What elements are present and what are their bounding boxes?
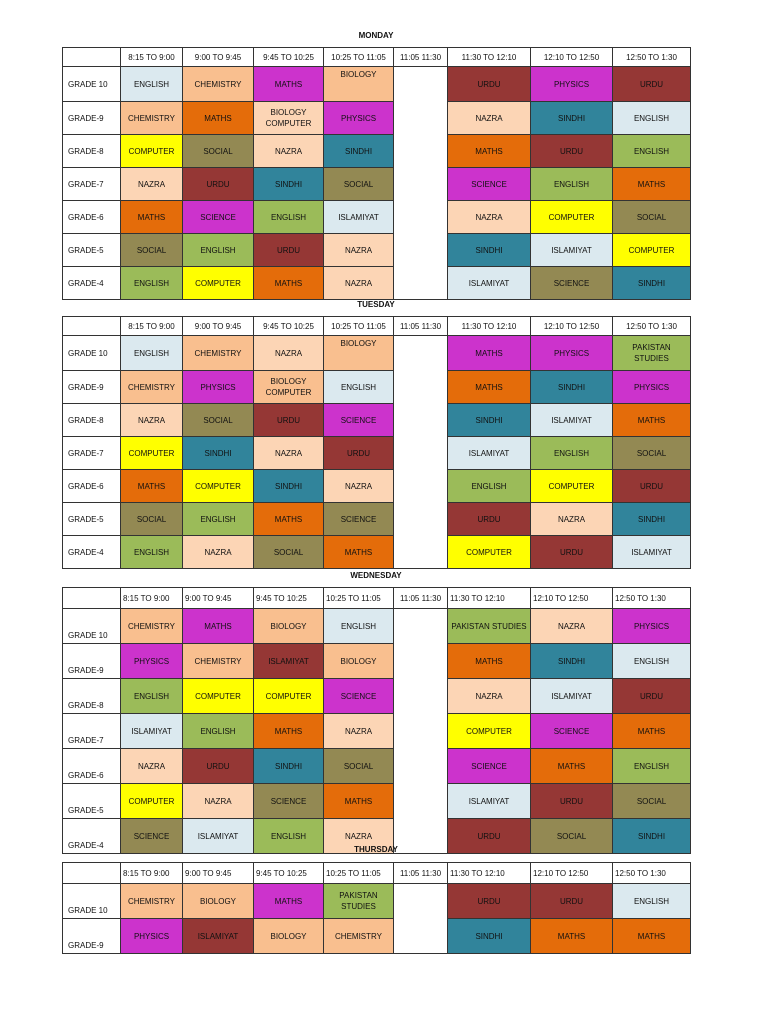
- subject-cell: URDU: [324, 437, 394, 470]
- subject-cell: SCIENCE: [531, 267, 613, 300]
- subject-cell: COMPUTER: [183, 679, 254, 714]
- subject-cell: MATHS: [121, 470, 183, 503]
- subject-cell: NAZRA: [531, 609, 613, 644]
- break-cell: [394, 679, 448, 714]
- subject-cell: MATHS: [448, 135, 531, 168]
- subject-cell: SINDHI: [448, 404, 531, 437]
- subject-cell: MATHS: [613, 714, 691, 749]
- period-header: 12:10 TO 12:50: [531, 48, 613, 67]
- grade-row: [63, 749, 691, 784]
- grade-row: [63, 714, 691, 749]
- subject-cell: SOCIAL: [183, 135, 254, 168]
- break-cell: [394, 609, 448, 644]
- subject-cell: MATHS: [121, 201, 183, 234]
- period-header: 12:10 TO 12:50: [531, 588, 613, 609]
- grade-row: [63, 470, 691, 503]
- subject-cell: SCIENCE: [448, 168, 531, 201]
- grade-label: GRADE-7: [63, 714, 121, 749]
- subject-cell: MATHS: [324, 784, 394, 819]
- subject-cell: BIOLOGY COMPUTER: [254, 102, 324, 135]
- subject-cell: COMPUTER: [448, 714, 531, 749]
- subject-cell: ISLAMIYAT: [448, 437, 531, 470]
- period-header: 9:00 TO 9:45: [183, 863, 254, 884]
- grade-row: [63, 267, 691, 300]
- break-cell: [394, 267, 448, 300]
- subject-cell: NAZRA: [448, 102, 531, 135]
- period-header: 11:30 TO 12:10: [448, 317, 531, 336]
- period-header: 8:15 TO 9:00: [121, 48, 183, 67]
- subject-cell: ENGLISH: [324, 371, 394, 404]
- timetable-thursday: [62, 862, 691, 954]
- grade-row: [63, 336, 691, 371]
- subject-cell: MATHS: [183, 609, 254, 644]
- period-header: 9:00 TO 9:45: [183, 588, 254, 609]
- timetable-tuesday: [62, 316, 691, 569]
- grade-label: GRADE 10: [63, 884, 121, 919]
- subject-cell: URDU: [531, 784, 613, 819]
- break-cell: [394, 919, 448, 954]
- subject-cell: PAKISTAN STUDIES: [613, 336, 691, 371]
- subject-cell: ENGLISH: [613, 135, 691, 168]
- period-header: 12:50 TO 1:30: [613, 863, 691, 884]
- grade-label: GRADE-4: [63, 267, 121, 300]
- subject-cell: BIOLOGY: [324, 644, 394, 679]
- subject-cell: PHYSICS: [613, 371, 691, 404]
- subject-cell: CHEMISTRY: [183, 67, 254, 102]
- subject-cell: SCIENCE: [531, 714, 613, 749]
- day-title-monday: MONDAY: [358, 31, 394, 40]
- subject-cell: ISLAMIYAT: [121, 714, 183, 749]
- grade-row: [63, 536, 691, 569]
- period-header: 10:25 TO 11:05: [324, 588, 394, 609]
- period-header: 9:00 TO 9:45: [183, 317, 254, 336]
- break-cell: [394, 503, 448, 536]
- subject-cell: SOCIAL: [613, 201, 691, 234]
- subject-cell: SOCIAL: [183, 404, 254, 437]
- grade-label: GRADE-6: [63, 201, 121, 234]
- subject-cell: URDU: [183, 168, 254, 201]
- header-row: [63, 317, 691, 336]
- subject-cell: BIOLOGY: [254, 609, 324, 644]
- grade-label: GRADE-4: [63, 819, 121, 854]
- subject-cell: CHEMISTRY: [121, 102, 183, 135]
- break-header: 11:05 11:30: [394, 588, 448, 609]
- subject-cell: SOCIAL: [121, 234, 183, 267]
- subject-cell: NAZRA: [448, 201, 531, 234]
- break-cell: [394, 67, 448, 102]
- period-header: 10:25 TO 11:05: [324, 317, 394, 336]
- grade-label: GRADE 10: [63, 336, 121, 371]
- subject-cell: ENGLISH: [121, 336, 183, 371]
- subject-cell: COMPUTER: [183, 470, 254, 503]
- period-header: 11:30 TO 12:10: [448, 863, 531, 884]
- grade-row: [63, 784, 691, 819]
- subject-cell: COMPUTER: [183, 267, 254, 300]
- subject-cell: URDU: [531, 135, 613, 168]
- subject-cell: MATHS: [254, 714, 324, 749]
- grade-row: [63, 168, 691, 201]
- grade-label: GRADE-6: [63, 749, 121, 784]
- subject-cell: URDU: [254, 234, 324, 267]
- grade-row: [63, 919, 691, 954]
- subject-cell: SINDHI: [531, 102, 613, 135]
- subject-cell: SINDHI: [448, 234, 531, 267]
- subject-cell: MATHS: [254, 503, 324, 536]
- subject-cell: BIOLOGY: [324, 336, 394, 371]
- grade-label: GRADE-9: [63, 371, 121, 404]
- subject-cell: URDU: [613, 679, 691, 714]
- subject-cell: MATHS: [448, 644, 531, 679]
- subject-cell: SINDHI: [324, 135, 394, 168]
- subject-cell: NAZRA: [324, 470, 394, 503]
- subject-cell: NAZRA: [121, 168, 183, 201]
- grade-label: GRADE-5: [63, 784, 121, 819]
- subject-cell: MATHS: [183, 102, 254, 135]
- subject-cell: ISLAMIYAT: [448, 784, 531, 819]
- subject-cell: MATHS: [531, 749, 613, 784]
- break-cell: [394, 336, 448, 371]
- subject-cell: ENGLISH: [121, 67, 183, 102]
- subject-cell: BIOLOGY: [254, 919, 324, 954]
- grade-row: [63, 67, 691, 102]
- subject-cell: SINDHI: [254, 470, 324, 503]
- subject-cell: MATHS: [254, 67, 324, 102]
- grade-row: [63, 371, 691, 404]
- subject-cell: SOCIAL: [254, 536, 324, 569]
- subject-cell: NAZRA: [324, 714, 394, 749]
- subject-cell: PHYSICS: [613, 609, 691, 644]
- subject-cell: SCIENCE: [254, 784, 324, 819]
- period-header: 12:10 TO 12:50: [531, 863, 613, 884]
- subject-cell: PHYSICS: [121, 919, 183, 954]
- subject-cell: COMPUTER: [121, 784, 183, 819]
- subject-cell: ISLAMIYAT: [183, 819, 254, 854]
- subject-cell: CHEMISTRY: [121, 609, 183, 644]
- subject-cell: ISLAMIYAT: [324, 201, 394, 234]
- subject-cell: SOCIAL: [121, 503, 183, 536]
- subject-cell: COMPUTER: [613, 234, 691, 267]
- subject-cell: SCIENCE: [448, 749, 531, 784]
- timetable-wednesday: [62, 587, 691, 854]
- subject-cell: MATHS: [613, 168, 691, 201]
- subject-cell: SOCIAL: [324, 168, 394, 201]
- grade-label: GRADE-8: [63, 404, 121, 437]
- day-title-thursday: THURSDAY: [354, 845, 398, 854]
- subject-cell: NAZRA: [448, 679, 531, 714]
- grade-row: [63, 201, 691, 234]
- subject-cell: NAZRA: [531, 503, 613, 536]
- break-cell: [394, 536, 448, 569]
- subject-cell: URDU: [448, 503, 531, 536]
- grade-label: GRADE-4: [63, 536, 121, 569]
- grade-row: [63, 503, 691, 536]
- subject-cell: ISLAMIYAT: [183, 919, 254, 954]
- period-header: 9:45 TO 10:25: [254, 48, 324, 67]
- period-header: 8:15 TO 9:00: [121, 317, 183, 336]
- break-cell: [394, 404, 448, 437]
- subject-cell: ENGLISH: [448, 470, 531, 503]
- subject-cell: PAKISTAN STUDIES: [448, 609, 531, 644]
- subject-cell: ENGLISH: [613, 749, 691, 784]
- period-header: 9:45 TO 10:25: [254, 317, 324, 336]
- subject-cell: ENGLISH: [183, 234, 254, 267]
- subject-cell: URDU: [613, 470, 691, 503]
- subject-cell: SCIENCE: [324, 503, 394, 536]
- subject-cell: URDU: [254, 404, 324, 437]
- subject-cell: URDU: [183, 749, 254, 784]
- break-header: 11:05 11:30: [394, 863, 448, 884]
- subject-cell: ENGLISH: [531, 437, 613, 470]
- subject-cell: CHEMISTRY: [324, 919, 394, 954]
- grade-label: GRADE 10: [63, 609, 121, 644]
- subject-cell: ENGLISH: [254, 201, 324, 234]
- subject-cell: ISLAMIYAT: [531, 404, 613, 437]
- break-cell: [394, 168, 448, 201]
- period-header: 9:45 TO 10:25: [254, 588, 324, 609]
- subject-cell: ENGLISH: [183, 714, 254, 749]
- subject-cell: BIOLOGY COMPUTER: [254, 371, 324, 404]
- subject-cell: CHEMISTRY: [183, 644, 254, 679]
- grade-label: GRADE-6: [63, 470, 121, 503]
- break-cell: [394, 784, 448, 819]
- subject-cell: ENGLISH: [121, 679, 183, 714]
- break-header: 11:05 11:30: [394, 48, 448, 67]
- grade-label: GRADE-7: [63, 168, 121, 201]
- subject-cell: ENGLISH: [531, 168, 613, 201]
- subject-cell: ISLAMIYAT: [613, 536, 691, 569]
- subject-cell: SOCIAL: [613, 784, 691, 819]
- break-cell: [394, 201, 448, 234]
- subject-cell: NAZRA: [324, 819, 394, 854]
- subject-cell: ENGLISH: [613, 102, 691, 135]
- subject-cell: NAZRA: [254, 437, 324, 470]
- subject-cell: SOCIAL: [531, 819, 613, 854]
- timetable-monday: [62, 47, 691, 300]
- break-cell: [394, 234, 448, 267]
- subject-cell: NAZRA: [121, 749, 183, 784]
- day-title-wednesday: WEDNESDAY: [350, 571, 402, 580]
- subject-cell: SCIENCE: [183, 201, 254, 234]
- grade-row: [63, 679, 691, 714]
- subject-cell: PHYSICS: [531, 67, 613, 102]
- period-header: 12:50 TO 1:30: [613, 48, 691, 67]
- subject-cell: CHEMISTRY: [183, 336, 254, 371]
- subject-cell: CHEMISTRY: [121, 371, 183, 404]
- subject-cell: URDU: [448, 819, 531, 854]
- subject-cell: SINDHI: [613, 267, 691, 300]
- subject-cell: SCIENCE: [324, 404, 394, 437]
- break-cell: [394, 884, 448, 919]
- period-header: 11:30 TO 12:10: [448, 588, 531, 609]
- subject-cell: URDU: [531, 536, 613, 569]
- break-cell: [394, 102, 448, 135]
- subject-cell: URDU: [531, 884, 613, 919]
- subject-cell: PHYSICS: [324, 102, 394, 135]
- subject-cell: BIOLOGY: [183, 884, 254, 919]
- grade-label: GRADE 10: [63, 67, 121, 102]
- subject-cell: PHYSICS: [183, 371, 254, 404]
- subject-cell: SINDHI: [254, 168, 324, 201]
- grade-label: GRADE-9: [63, 102, 121, 135]
- subject-cell: SINDHI: [613, 819, 691, 854]
- corner-cell: [63, 317, 121, 336]
- subject-cell: SCIENCE: [324, 679, 394, 714]
- subject-cell: ENGLISH: [613, 644, 691, 679]
- period-header: 9:45 TO 10:25: [254, 863, 324, 884]
- subject-cell: ENGLISH: [121, 267, 183, 300]
- break-cell: [394, 749, 448, 784]
- subject-cell: BIOLOGY: [324, 67, 394, 102]
- period-header: 11:30 TO 12:10: [448, 48, 531, 67]
- subject-cell: MATHS: [531, 919, 613, 954]
- period-header: 12:50 TO 1:30: [613, 317, 691, 336]
- subject-cell: SINDHI: [254, 749, 324, 784]
- subject-cell: SOCIAL: [613, 437, 691, 470]
- subject-cell: URDU: [613, 67, 691, 102]
- header-row: [63, 863, 691, 884]
- subject-cell: MATHS: [448, 371, 531, 404]
- subject-cell: COMPUTER: [121, 135, 183, 168]
- corner-cell: [63, 863, 121, 884]
- grade-label: GRADE-9: [63, 919, 121, 954]
- subject-cell: PHYSICS: [121, 644, 183, 679]
- break-cell: [394, 644, 448, 679]
- subject-cell: NAZRA: [183, 536, 254, 569]
- grade-row: [63, 884, 691, 919]
- corner-cell: [63, 588, 121, 609]
- period-header: 9:00 TO 9:45: [183, 48, 254, 67]
- period-header: 8:15 TO 9:00: [121, 588, 183, 609]
- break-header: 11:05 11:30: [394, 317, 448, 336]
- subject-cell: MATHS: [613, 919, 691, 954]
- subject-cell: COMPUTER: [531, 470, 613, 503]
- subject-cell: URDU: [448, 884, 531, 919]
- subject-cell: MATHS: [324, 536, 394, 569]
- subject-cell: NAZRA: [254, 336, 324, 371]
- subject-cell: ISLAMIYAT: [448, 267, 531, 300]
- subject-cell: ENGLISH: [613, 884, 691, 919]
- subject-cell: SOCIAL: [324, 749, 394, 784]
- subject-cell: ISLAMIYAT: [531, 234, 613, 267]
- period-header: 8:15 TO 9:00: [121, 863, 183, 884]
- subject-cell: PHYSICS: [531, 336, 613, 371]
- subject-cell: SCIENCE: [121, 819, 183, 854]
- subject-cell: NAZRA: [324, 267, 394, 300]
- subject-cell: SINDHI: [183, 437, 254, 470]
- period-header: 10:25 TO 11:05: [324, 48, 394, 67]
- subject-cell: NAZRA: [121, 404, 183, 437]
- subject-cell: ENGLISH: [183, 503, 254, 536]
- grade-row: [63, 437, 691, 470]
- subject-cell: SINDHI: [531, 644, 613, 679]
- subject-cell: ENGLISH: [254, 819, 324, 854]
- period-header: 12:50 TO 1:30: [613, 588, 691, 609]
- subject-cell: COMPUTER: [121, 437, 183, 470]
- break-cell: [394, 714, 448, 749]
- subject-cell: SINDHI: [613, 503, 691, 536]
- day-title-tuesday: TUESDAY: [357, 300, 395, 309]
- grade-label: GRADE-5: [63, 503, 121, 536]
- subject-cell: NAZRA: [254, 135, 324, 168]
- header-row: [63, 588, 691, 609]
- grade-row: [63, 609, 691, 644]
- grade-label: GRADE-7: [63, 437, 121, 470]
- subject-cell: COMPUTER: [254, 679, 324, 714]
- grade-label: GRADE-8: [63, 135, 121, 168]
- grade-row: [63, 102, 691, 135]
- subject-cell: ISLAMIYAT: [254, 644, 324, 679]
- subject-cell: MATHS: [254, 267, 324, 300]
- break-cell: [394, 371, 448, 404]
- grade-row: [63, 404, 691, 437]
- subject-cell: MATHS: [613, 404, 691, 437]
- break-cell: [394, 135, 448, 168]
- grade-row: [63, 135, 691, 168]
- subject-cell: ISLAMIYAT: [531, 679, 613, 714]
- subject-cell: MATHS: [254, 884, 324, 919]
- subject-cell: ENGLISH: [324, 609, 394, 644]
- header-row: [63, 48, 691, 67]
- subject-cell: NAZRA: [183, 784, 254, 819]
- grade-row: [63, 234, 691, 267]
- grade-label: GRADE-5: [63, 234, 121, 267]
- subject-cell: COMPUTER: [448, 536, 531, 569]
- subject-cell: COMPUTER: [531, 201, 613, 234]
- grade-label: GRADE-9: [63, 644, 121, 679]
- subject-cell: MATHS: [448, 336, 531, 371]
- subject-cell: CHEMISTRY: [121, 884, 183, 919]
- subject-cell: SINDHI: [448, 919, 531, 954]
- subject-cell: SINDHI: [531, 371, 613, 404]
- grade-row: [63, 644, 691, 679]
- subject-cell: ENGLISH: [121, 536, 183, 569]
- break-cell: [394, 470, 448, 503]
- break-cell: [394, 437, 448, 470]
- subject-cell: URDU: [448, 67, 531, 102]
- period-header: 10:25 TO 11:05: [324, 863, 394, 884]
- grade-label: GRADE-8: [63, 679, 121, 714]
- subject-cell: NAZRA: [324, 234, 394, 267]
- period-header: 12:10 TO 12:50: [531, 317, 613, 336]
- corner-cell: [63, 48, 121, 67]
- subject-cell: PAKISTAN STUDIES: [324, 884, 394, 919]
